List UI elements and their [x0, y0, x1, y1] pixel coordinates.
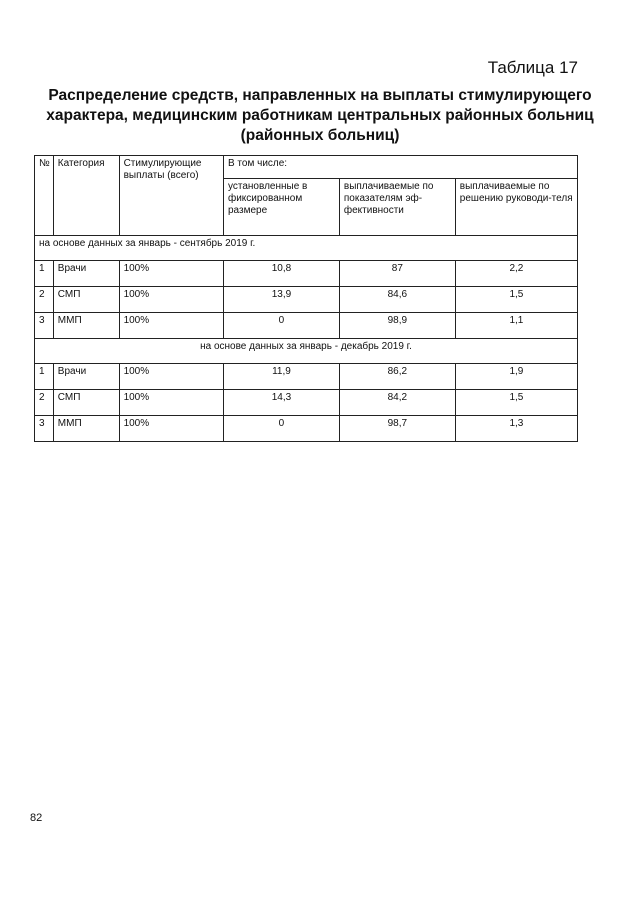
- cell-head-decision: 1,1: [455, 313, 577, 339]
- cell-fixed: 10,8: [223, 261, 339, 287]
- table-row: [35, 287, 578, 313]
- cell-fixed: 0: [223, 313, 339, 339]
- cell-fixed: 14,3: [223, 390, 339, 416]
- section-label: на основе данных за январь - сентябрь 2019 г.: [35, 236, 578, 261]
- cell-category: СМП: [53, 390, 119, 416]
- header-total: Стимулирующие выплаты (всего): [119, 156, 223, 236]
- cell-performance: 84,2: [339, 390, 455, 416]
- header-category: Категория: [53, 156, 119, 236]
- section-row: [35, 339, 578, 364]
- header-performance: выплачиваемые по показателям эф-фективности: [339, 179, 455, 236]
- cell-head-decision: 1,5: [455, 390, 577, 416]
- table-row: [35, 364, 578, 390]
- cell-head-decision: 2,2: [455, 261, 577, 287]
- cell-fixed: 11,9: [223, 364, 339, 390]
- table-row: [35, 261, 578, 287]
- cell-head-decision: 1,9: [455, 364, 577, 390]
- cell-head-decision: 1,5: [455, 287, 577, 313]
- header-row: [35, 156, 578, 179]
- cell-performance: 98,9: [339, 313, 455, 339]
- cell-total: 100%: [119, 287, 223, 313]
- cell-total: 100%: [119, 261, 223, 287]
- cell-num: 2: [35, 390, 54, 416]
- title-line: (районных больниц): [240, 127, 400, 144]
- payments-table: [34, 155, 578, 442]
- cell-performance: 84,6: [339, 287, 455, 313]
- cell-performance: 86,2: [339, 364, 455, 390]
- cell-num: 1: [35, 364, 54, 390]
- section-label: на основе данных за январь - декабрь 2019 г.: [35, 339, 578, 364]
- cell-num: 3: [35, 313, 54, 339]
- cell-num: 3: [35, 416, 54, 442]
- cell-num: 1: [35, 261, 54, 287]
- cell-category: СМП: [53, 287, 119, 313]
- document-title: [30, 86, 610, 146]
- table-row: [35, 313, 578, 339]
- section-row: [35, 236, 578, 261]
- cell-category: Врачи: [53, 261, 119, 287]
- cell-fixed: 0: [223, 416, 339, 442]
- table-number: Таблица 17: [487, 58, 578, 77]
- table-row: [35, 390, 578, 416]
- title-line: Распределение средств, направленных на выплаты стимулирующего: [48, 87, 592, 104]
- cell-category: ММП: [53, 416, 119, 442]
- cell-total: 100%: [119, 416, 223, 442]
- header-num: №: [35, 156, 54, 236]
- cell-category: Врачи: [53, 364, 119, 390]
- table-row: [35, 416, 578, 442]
- cell-head-decision: 1,3: [455, 416, 577, 442]
- cell-total: 100%: [119, 364, 223, 390]
- header-fixed: установленные в фиксированном размере: [223, 179, 339, 236]
- cell-total: 100%: [119, 313, 223, 339]
- cell-category: ММП: [53, 313, 119, 339]
- cell-performance: 87: [339, 261, 455, 287]
- cell-num: 2: [35, 287, 54, 313]
- header-including: В том числе:: [223, 156, 577, 179]
- cell-performance: 98,7: [339, 416, 455, 442]
- header-head-decision: выплачиваемые по решению руководи-теля: [455, 179, 577, 236]
- cell-total: 100%: [119, 390, 223, 416]
- cell-fixed: 13,9: [223, 287, 339, 313]
- page-number: 82: [30, 812, 43, 824]
- title-line: характера, медицинским работникам центральных районных больниц: [46, 107, 594, 124]
